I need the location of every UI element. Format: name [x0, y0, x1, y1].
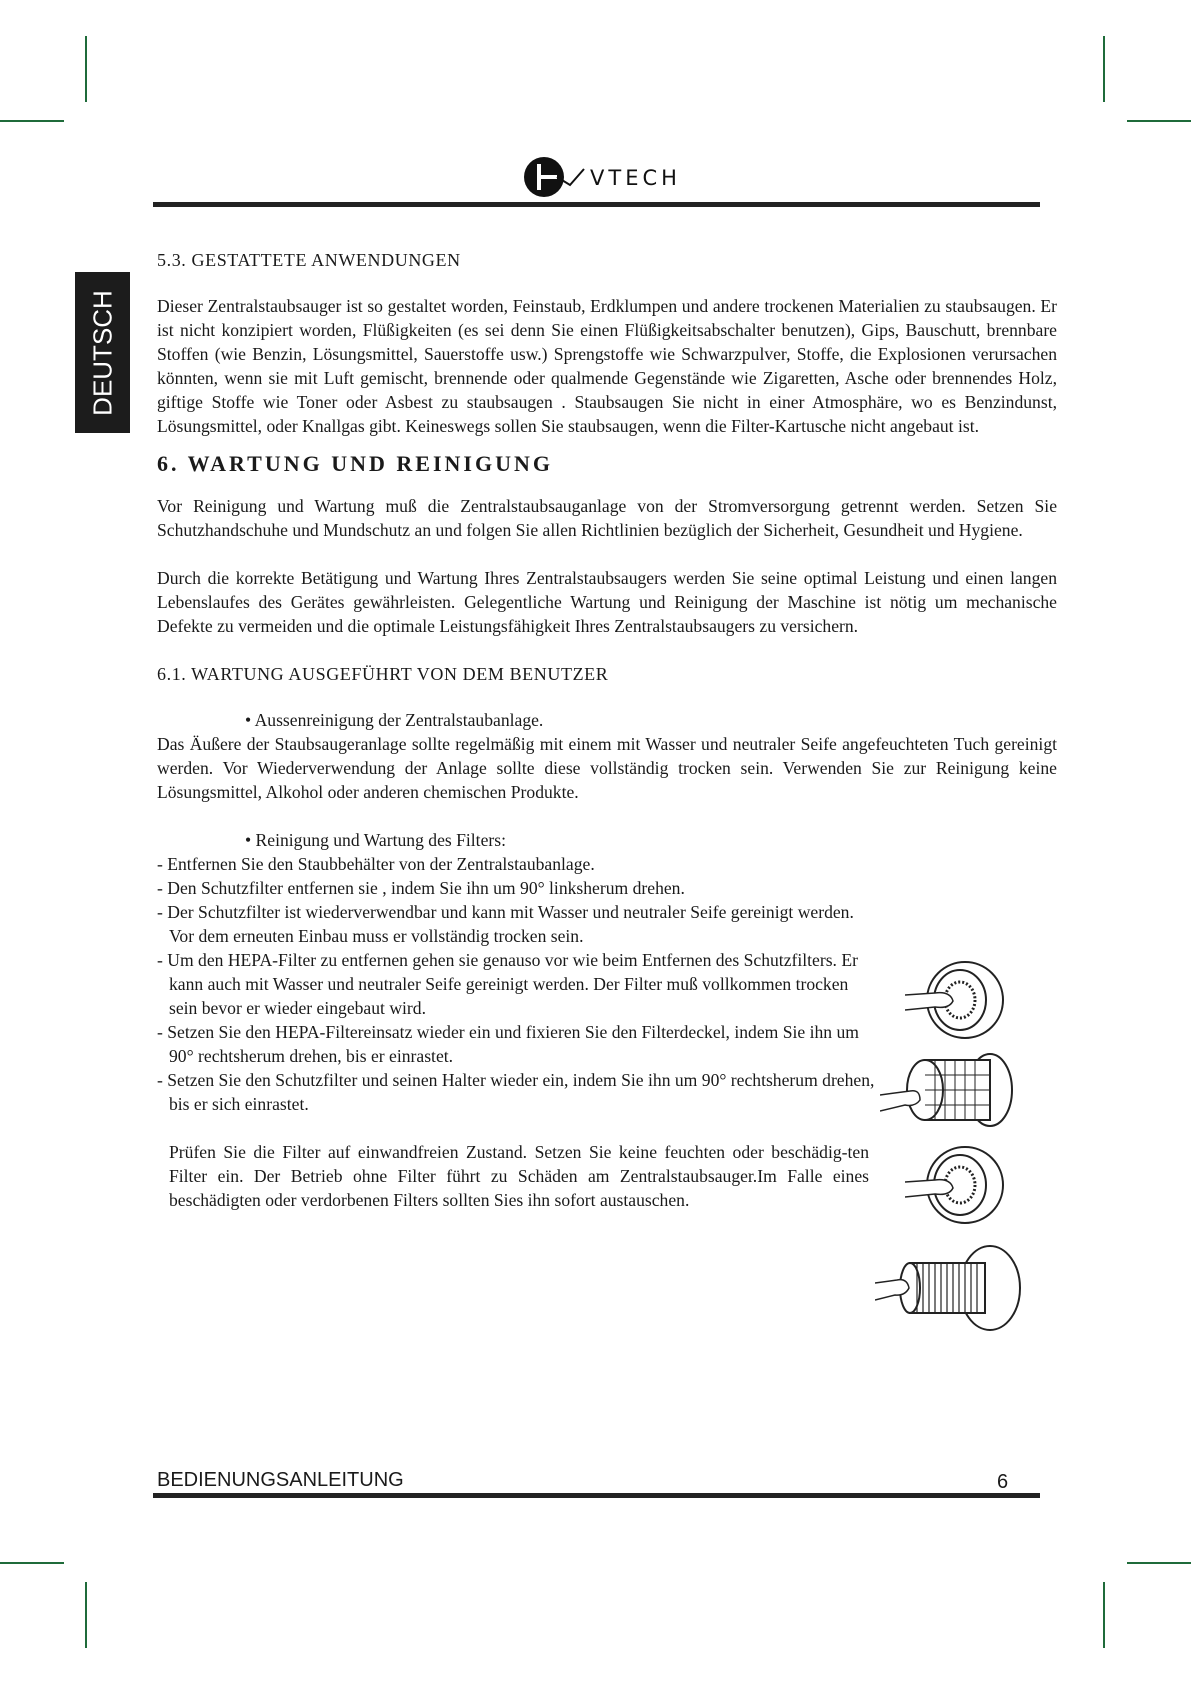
section-6-paragraph-2: Durch die korrekte Betätigung und Wartung Ihres Zentralstaubsaugers werden Sie seine optimal Leistung und einen langen Lebenslaufes des Gerätes gewährleisten. Gelegentliche Wartung und Reinigung der Maschine ist nötig um mechanische Defekte zu vermeiden und die optimale Leistungsfähigkeit Ihres Zentralstaubsaugers zu versichern.	[157, 568, 1057, 636]
list-item: - Setzen Sie den HEPA-Filtereinsatz wieder ein und fixieren Sie den Filterdeckel, indem Sie ihn um 90° rechtsherum drehen, bis er einrastet.	[157, 1022, 859, 1066]
language-tab	[75, 272, 130, 433]
section-heading-6: 6. WARTUNG UND REINIGUNG	[157, 451, 553, 476]
section-5-3-text: Dieser Zentralstaubsauger ist so gestaltet worden, Feinstaub, Erdklumpen und andere trockenen Materialien zu staubsaugen. Er ist nicht konzipiert worden, Flüßigkeiten (es sei denn Sie einen Flüßigkeitsabschalter benutzen), Gips, Bauschutt, brennbare Stoffen (wie Benzin, Lösungsmittel, Sauerstoffe usw.) Sprengstoffe wie Schwarzpulver, Stoffe, die Explosionen verursachen könnten, wenn sie mit Luft gemischt, brennende oder qualmende Gegenstände wie Zigaretten, Asche oder brennendes Holz, giftige Stoffe wie Toner oder Asbest zu staubsaugen . Staubsaugen Sie nicht in einer Atmosphäre, wo es Benzindunst, Lösungsmittel, oder Knallgas gibt. Keineswegs sollen Sie staubsaugen, wenn die Filter-Kartusche nicht angebaut ist.	[157, 296, 1057, 436]
page-number: 6	[997, 1471, 1009, 1493]
crop-mark	[85, 36, 87, 102]
section-heading-6-1: 6.1. WARTUNG AUSGEFÜHRT VON DEM BENUTZER	[157, 664, 609, 684]
crop-mark	[0, 120, 64, 122]
brand-name: VTECH	[590, 166, 681, 190]
list-item: - Entfernen Sie den Staubbehälter von der Zentralstaubanlage.	[157, 854, 595, 874]
bullet-exterior-cleaning: • Aussenreinigung der Zentralstaubanlage.	[245, 710, 544, 730]
exterior-cleaning-text: Das Äußere der Staubsaugeranlage sollte regelmäßig mit einem mit Wasser und neutraler Seife angefeuchteten Tuch gereinigt werden. Vor Wiederverwendung der Anlage sollte diese vollständig trocken sein. Verwenden Sie zur Reinigung keine Lösungsmittel, Alkohol oder anderen chemischen Produkte.	[157, 734, 1057, 802]
filter-removal-illustration-4	[875, 1238, 1025, 1338]
header-rule	[153, 202, 1040, 207]
list-item: - Den Schutzfilter entfernen sie , indem Sie ihn um 90° linksherum drehen.	[157, 878, 685, 898]
filter-removal-illustration-3	[905, 1140, 1015, 1230]
footer-title: BEDIENUNGSANLEITUNG	[157, 1469, 404, 1491]
section-heading-5-3: 5.3. GESTATTETE ANWENDUNGEN	[157, 250, 461, 270]
language-tab-label: DEUTSCH	[87, 289, 117, 416]
list-item: - Setzen Sie den Schutzfilter und seinen Halter wieder ein, indem Sie ihn um 90° rechtsherum drehen, bis er sich einrastet.	[157, 1070, 875, 1114]
filter-removal-illustration-2	[880, 1045, 1020, 1140]
crop-mark	[0, 1562, 64, 1564]
footer-rule	[153, 1493, 1040, 1498]
brand-logo-icon	[522, 155, 588, 199]
filter-removal-illustration-1	[905, 955, 1015, 1045]
crop-mark	[85, 1582, 87, 1648]
crop-mark	[1103, 36, 1105, 102]
filter-note: Prüfen Sie die Filter auf einwandfreien Zustand. Setzen Sie keine feuchten oder beschädig-ten Filter ein. Der Betrieb ohne Filter führt zu Schäden am Zentralstaubsauger.Im Falle eines beschädigten oder verdorbenen Filters sollten Sies ihn sofort austauschen.	[169, 1142, 869, 1210]
filter-steps-list	[157, 852, 877, 1116]
list-item: - Um den HEPA-Filter zu entfernen gehen sie genauso vor wie beim Entfernen des Schutzfilters. Er kann auch mit Wasser und neutraler Seife gereinigt werden. Der Filter muß vollkommen trocken sein bevor er wieder eingebaut wird.	[157, 950, 858, 1018]
section-6-paragraph-1: Vor Reinigung und Wartung muß die Zentralstaubsauganlage von der Stromversorgung getrennt werden. Setzen Sie Schutzhandschuhe und Mundschutz an und folgen Sie allen Richtlinien bezüglich der Sicherheit, Gesundheit und Hygiene.	[157, 496, 1057, 540]
list-item: - Der Schutzfilter ist wiederverwendbar und kann mit Wasser und neutraler Seife gereinigt werden. Vor dem erneuten Einbau muss er vollständig trocken sein.	[157, 902, 854, 946]
crop-mark	[1103, 1582, 1105, 1648]
crop-mark	[1127, 1562, 1191, 1564]
bullet-filter-maintenance: • Reinigung und Wartung des Filters:	[245, 830, 506, 850]
crop-mark	[1127, 120, 1191, 122]
